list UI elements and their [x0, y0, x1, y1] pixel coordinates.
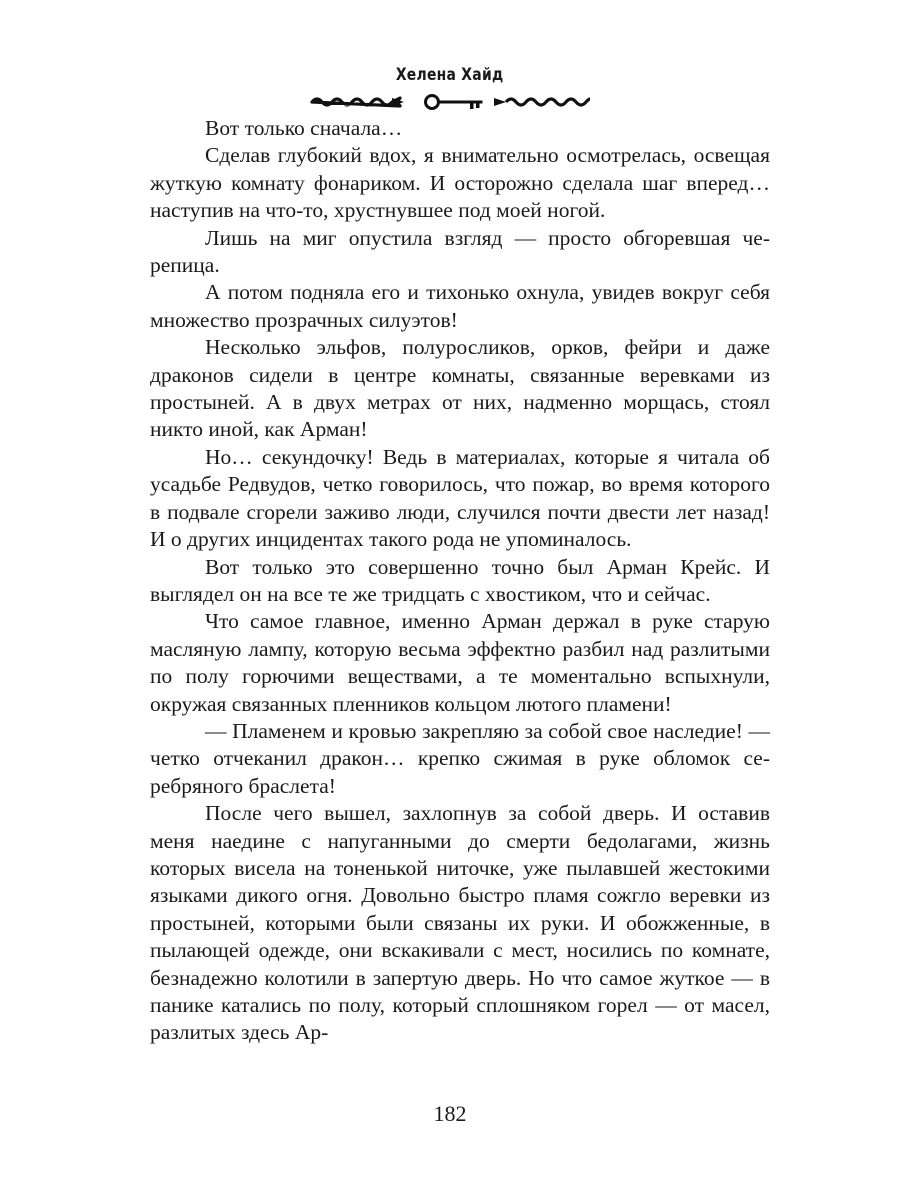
paragraph-10: После чего вышел, захлопнув за собой дверь. И оставив меня наедине с напуганными до смерти бедолагами, жизнь которых висела на тоненькой ниточке, уже пылавшей жестокими языками дикого огня. Довольно быстро пламя сожгло веревки из простыней, которыми были связаны их руки. И обожженные, в пылающей одежде, они вскакивали с мест, носились по комнате, безнадежно колотили в запертую дверь. Но что самое жуткое — в панике катались по полу, который сплошняком горел — от масел, разлитых здесь Ар-: [150, 801, 770, 1045]
paragraph-5: Несколько эльфов, полуросликов, орков, фейри и даже драконов сидели в центре комнаты, связанные веревками из простыней. А в двух метрах от них, надменно морщась, стоял никто иной, как Арман!: [150, 335, 770, 442]
paragraph-4: А потом подняла его и тихонько охнула, увидев вокруг себя множество прозрачных силуэтов!: [150, 280, 770, 332]
body-text: [150, 115, 770, 1047]
paragraph-9: — Пламенем и кровью закрепляю за собой свое наследие! — четко отчеканил дракон… крепко сжимая в руке обломок серебряного браслета!: [150, 718, 770, 798]
paragraph-3: Лишь на миг опустила взгляд — просто обгоревшая черепица.: [150, 225, 770, 278]
paragraph-7: Вот только это совершенно точно был Арман Крейс. И выглядел он на все те же тридцать с хвостиком, что и сейчас.: [150, 554, 770, 606]
running-header: [0, 64, 900, 86]
key-ornament-icon: [310, 90, 590, 114]
paragraph-1: Вот только сначала…: [205, 116, 403, 140]
paragraph-2: Сделав глубокий вдох, я внимательно осмотрелась, освещая жуткую комнату фонариком. И осторожно сделала шаг вперед… наступив на что-то, хрустнувшее под моей ногой.: [150, 143, 770, 223]
page-number: 182: [433, 1101, 467, 1126]
paragraph-8: Что самое главное, именно Арман держал в руке старую масляную лампу, которую весьма эффектно разбил над разлитыми по полу горючими веществами, а те моментально вспыхнули, окружая связанных пленников кольцом лютого пламени!: [150, 609, 770, 716]
author-name: Хелена Хайд: [396, 65, 504, 85]
paragraph-6: Но… секундочку! Ведь в материалах, которые я читала об усадьбе Редвудов, четко говорилось, что пожар, во время которого в подвале сгорели заживо люди, случился почти двести лет назад! И о других инцидентах такого рода не упоминалось.: [150, 444, 770, 552]
